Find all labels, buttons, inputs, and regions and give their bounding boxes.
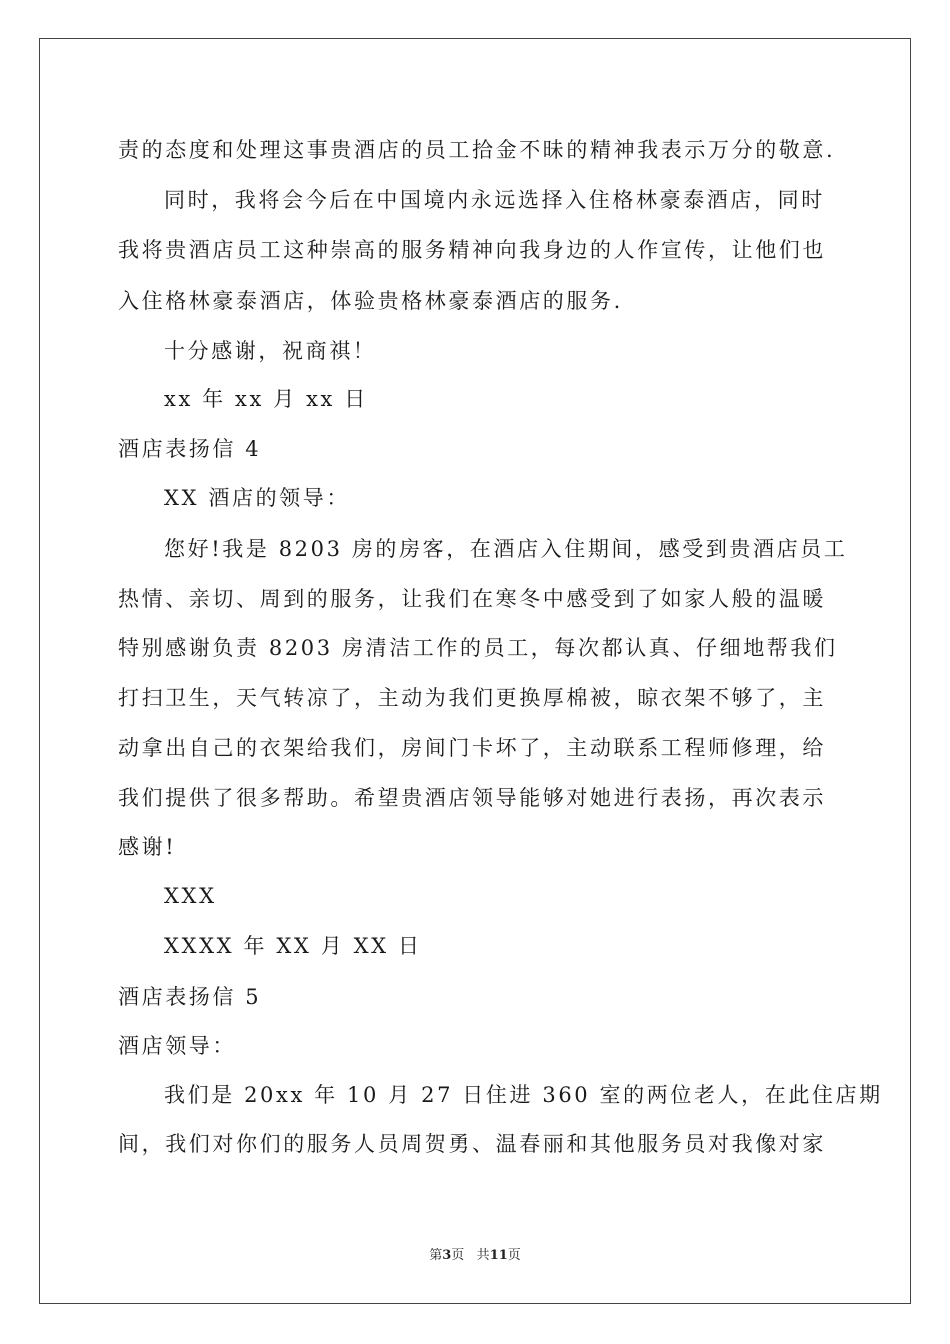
- page-border: [39, 38, 911, 1304]
- text-line: 间，我们对你们的服务人员周贺勇、温春丽和其他服务员对我像对家: [118, 1132, 826, 1156]
- footer-page-prefix: 第: [429, 1248, 443, 1263]
- text-line: 我们是 20xx 年 10 月 27 日住进 360 室的两位老人，在此住店期: [164, 1083, 883, 1107]
- footer-page-suffix: 页: [451, 1248, 465, 1263]
- text-line: 责的态度和处理这事贵酒店的员工拾金不昧的精神我表示万分的敬意.: [118, 138, 836, 162]
- section-heading: 酒店表扬信 4: [118, 437, 262, 461]
- text-line: 打扫卫生，天气转凉了，主动为我们更换厚棉被，晾衣架不够了，主: [118, 686, 826, 710]
- closing-line: 十分感谢，祝商祺！: [164, 339, 377, 363]
- text-line: 热情、亲切、周到的服务，让我们在寒冬中感受到了如家人般的温暖: [118, 587, 826, 611]
- date-line: xx 年 xx 月 xx 日: [164, 387, 368, 411]
- date-line: XXXX 年 XX 月 XX 日: [164, 934, 422, 958]
- salutation: 酒店领导：: [118, 1034, 236, 1058]
- text-line: 入住格林豪泰酒店，体验贵格林豪泰酒店的服务.: [118, 289, 623, 313]
- footer-total-pages: 11: [489, 1248, 508, 1263]
- signature: XXX: [164, 884, 217, 908]
- salutation: XX 酒店的领导：: [164, 486, 350, 510]
- footer-total-prefix: 共: [476, 1248, 490, 1263]
- text-line: 我们提供了很多帮助。希望贵酒店领导能够对她进行表扬，再次表示: [118, 786, 826, 810]
- text-line: 同时，我将会今后在中国境内永远选择入住格林豪泰酒店，同时: [164, 188, 825, 212]
- section-heading: 酒店表扬信 5: [118, 985, 262, 1009]
- page-footer: [0, 1247, 950, 1265]
- text-line: 您好!我是 8203 房的房客，在酒店入住期间，感受到贵酒店员工: [164, 537, 848, 561]
- text-line: 特别感谢负责 8203 房清洁工作的员工，每次都认真、仔细地帮我们: [118, 636, 838, 660]
- text-line: 动拿出自己的衣架给我们，房间门卡坏了，主动联系工程师修理，给: [118, 736, 826, 760]
- footer-total-suffix: 页: [507, 1248, 521, 1263]
- text-line: 我将贵酒店员工这种崇高的服务精神向我身边的人作宣传，让他们也: [118, 238, 826, 262]
- footer-page-number: 3: [442, 1248, 452, 1263]
- text-line: 感谢!: [118, 835, 177, 859]
